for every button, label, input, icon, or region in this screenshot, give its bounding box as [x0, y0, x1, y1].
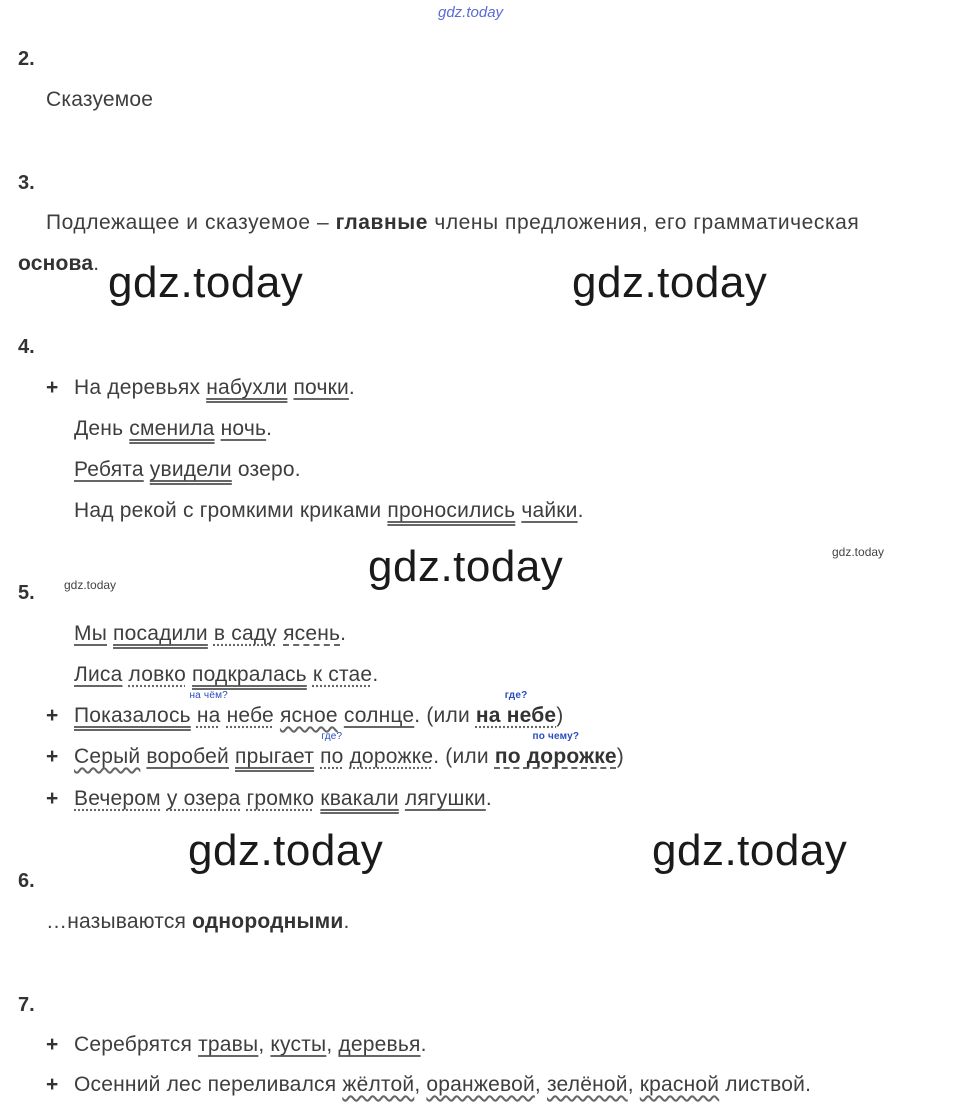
adverbial: ловко	[128, 663, 186, 686]
watermark-small: gdz.today	[832, 545, 885, 559]
predicate: квакали	[320, 787, 399, 810]
task-5-sentence-3	[74, 690, 564, 728]
watermark: gdz.today	[572, 258, 768, 307]
watermark: gdz.today	[652, 826, 848, 875]
attribute: жёлтой	[342, 1073, 415, 1096]
task-6-number: 6.	[18, 870, 35, 892]
question-label: где?	[321, 731, 343, 742]
text: . (или	[433, 745, 495, 768]
adverbial: к стае	[312, 663, 373, 686]
subject: лягушки	[404, 787, 486, 810]
task-7-sentence-2	[74, 1073, 811, 1097]
predicate: проносились	[387, 499, 516, 522]
plus-marker: +	[46, 1033, 59, 1056]
word: по дорожке	[494, 745, 617, 768]
task-2-number: 2.	[18, 48, 35, 70]
punct: .	[348, 376, 355, 399]
punct: )	[616, 745, 624, 768]
question-label: на чём?	[189, 690, 228, 701]
attribute: зелёной	[546, 1073, 628, 1096]
predicate: увидели	[149, 458, 232, 481]
question-label: по чему?	[532, 731, 580, 742]
watermark-small: gdz.today	[64, 578, 117, 592]
task-7-number: 7.	[18, 994, 35, 1016]
attribute: Серый	[74, 745, 141, 768]
plus-marker: +	[46, 787, 59, 810]
punct: .	[340, 622, 347, 645]
plus-marker: +	[46, 745, 59, 768]
task-3-number: 3.	[18, 172, 35, 194]
task-4-sentence-4	[74, 499, 584, 523]
task-4-sentence-1	[74, 376, 355, 400]
word: на небе	[475, 704, 557, 727]
attribute: красной	[639, 1073, 720, 1096]
adverbial: в саду	[213, 622, 278, 645]
object-bold	[494, 731, 617, 768]
punct: .	[266, 417, 273, 440]
word: Осенний лес переливался	[74, 1073, 343, 1096]
punct: .	[577, 499, 584, 522]
task-4-number: 4.	[18, 336, 35, 358]
adverbial: у озера	[166, 787, 241, 810]
plus-marker: +	[46, 376, 59, 399]
punct: ,	[414, 1073, 427, 1096]
punct: ,	[258, 1033, 271, 1056]
attribute: оранжевой	[426, 1073, 535, 1096]
task-5-sentence-1	[74, 622, 346, 646]
predicate: прыгает	[235, 745, 315, 768]
text: .	[93, 252, 100, 275]
task-6-answer	[46, 910, 350, 934]
punct: .	[485, 787, 492, 810]
subject: деревья	[338, 1033, 421, 1056]
punct: .	[420, 1033, 427, 1056]
adverbial: громко	[246, 787, 315, 810]
task-2-answer: Сказуемое	[46, 88, 154, 111]
subject: почки	[293, 376, 349, 399]
bold-text: основа	[18, 252, 94, 275]
word: озеро.	[231, 458, 301, 481]
word: на	[196, 704, 221, 727]
object: ясень	[283, 622, 341, 645]
word: Над рекой с громкими криками	[74, 499, 388, 522]
predicate: подкралась	[192, 663, 307, 686]
task-4-sentence-2	[74, 417, 272, 441]
predicate: Показалось	[74, 704, 191, 727]
adverbial	[320, 731, 344, 768]
subject: кусты	[270, 1033, 327, 1056]
task-5-number: 5.	[18, 582, 35, 604]
punct: ,	[326, 1033, 339, 1056]
bold-text: главные	[335, 211, 428, 234]
watermark: gdz.today	[368, 542, 564, 591]
watermark: gdz.today	[188, 826, 384, 875]
word: На деревьях	[74, 376, 207, 399]
adverbial: Вечером	[74, 787, 161, 810]
adverbial: небе	[226, 704, 274, 727]
predicate: набухли	[206, 376, 288, 399]
word: Серебрятся	[74, 1033, 199, 1056]
text: . (или	[414, 704, 476, 727]
task-7-sentence-1	[74, 1033, 427, 1057]
task-3-line-2	[18, 252, 99, 276]
adverbial: дорожке	[349, 745, 434, 768]
attribute: ясное	[279, 704, 338, 727]
subject: Мы	[74, 622, 107, 645]
text: …называются	[46, 910, 193, 933]
punct: .	[343, 910, 350, 933]
text: члены предложения, его грамматическая	[427, 211, 860, 234]
predicate: посадили	[113, 622, 208, 645]
task-5-sentence-2	[74, 663, 378, 687]
task-5-sentence-4	[74, 731, 624, 769]
punct: )	[556, 704, 564, 727]
adverbial-bold	[475, 690, 557, 727]
punct: ,	[627, 1073, 640, 1096]
word: День	[74, 417, 130, 440]
word: по	[320, 745, 344, 768]
predicate: сменила	[129, 417, 215, 440]
subject: ночь	[220, 417, 267, 440]
plus-marker: +	[46, 1073, 59, 1096]
punct: .	[372, 663, 379, 686]
task-4-sentence-3	[74, 458, 301, 482]
punct: ,	[534, 1073, 547, 1096]
subject: солнце	[343, 704, 415, 727]
subject: Лиса	[74, 663, 123, 686]
word: листвой.	[719, 1073, 812, 1096]
task-5-sentence-5	[74, 787, 492, 811]
text: Подлежащее и сказуемое –	[46, 211, 336, 234]
subject: Ребята	[74, 458, 144, 481]
watermark-top: gdz.today	[438, 4, 504, 21]
subject: травы	[198, 1033, 259, 1056]
task-3-line-1	[46, 211, 946, 235]
question-label: где?	[504, 690, 528, 701]
plus-marker: +	[46, 704, 59, 727]
subject: чайки	[521, 499, 578, 522]
watermark: gdz.today	[108, 258, 304, 307]
adverbial	[189, 690, 228, 727]
bold-text: однородными	[192, 910, 344, 933]
subject: воробей	[146, 745, 229, 768]
